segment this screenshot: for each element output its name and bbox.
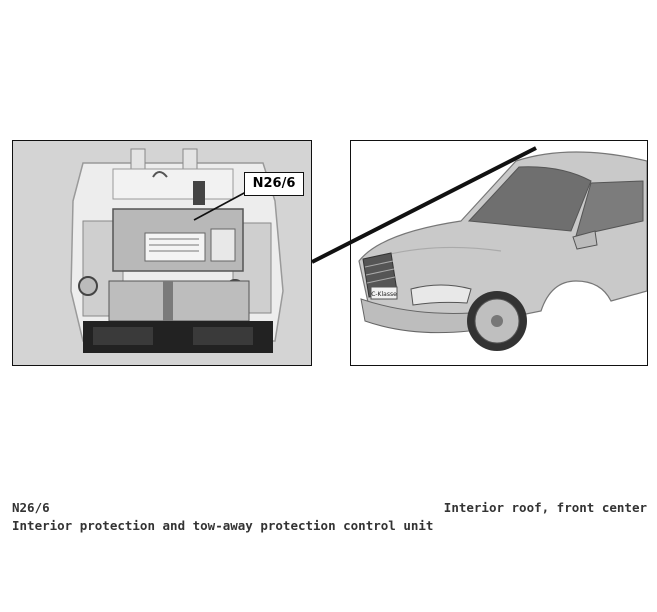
caption-location: Interior roof, front center [443,500,647,515]
caption-component-code: N26/6 [12,500,50,515]
vehicle-photo [350,140,648,366]
badge-text: C-Klasse [371,291,397,298]
caption-component-description: Interior protection and tow-away protection control unit [12,518,434,533]
vehicle-illustration [351,141,647,365]
component-callout-label: N26/6 [244,172,304,196]
